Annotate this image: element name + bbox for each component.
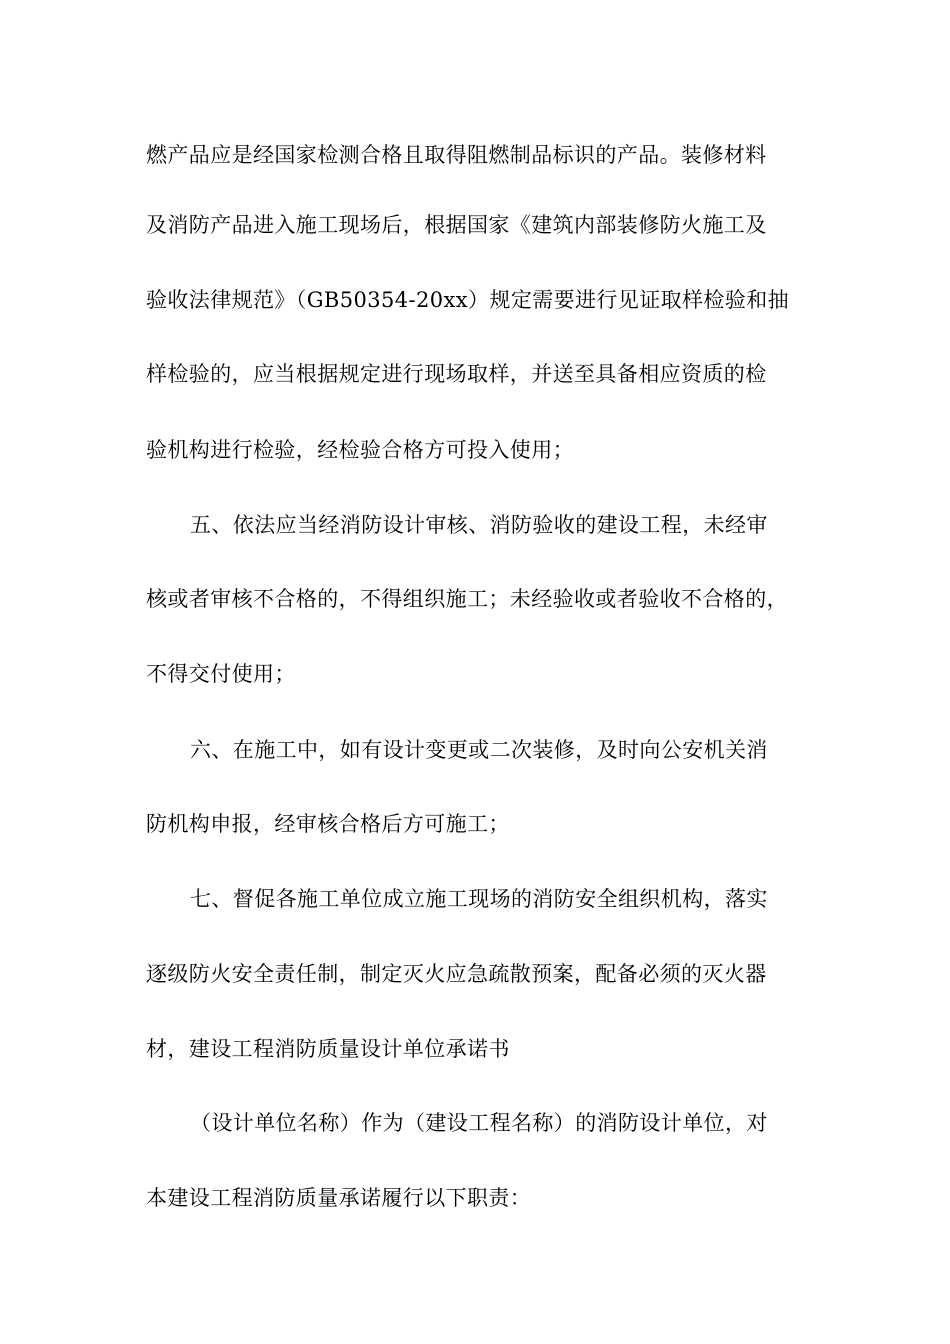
commitment-line-1: （设计单位名称）作为（建设工程名称）的消防设计单位，对 <box>190 1111 768 1135</box>
paragraph-line-2: 及消防产品进入施工现场后，根据国家《建筑内部装修防火施工及 <box>146 213 767 237</box>
paragraph-line-4: 样检验的，应当根据规定进行现场取样，并送至具备相应资质的检 <box>146 362 767 386</box>
section-five-line-2: 核或者审核不合格的，不得组织施工；未经验收或者验收不合格的， <box>146 587 788 611</box>
commitment-line-2: 本建设工程消防质量承诺履行以下职责： <box>146 1186 532 1210</box>
section-five-line-1: 五、依法应当经消防设计审核、消防验收的建设工程，未经审 <box>190 513 768 537</box>
section-six-line-2: 防机构申报，经审核合格后方可施工； <box>146 812 510 836</box>
section-seven-line-3: 材，建设工程消防质量设计单位承诺书 <box>146 1037 510 1061</box>
section-seven-line-1: 七、督促各施工单位成立施工现场的消防安全组织机构，落实 <box>190 887 768 911</box>
paragraph-line-3: 验收法律规范》（GB50354-20xx）规定需要进行见证取样检验和抽 <box>146 288 790 312</box>
section-seven-line-2: 逐级防火安全责任制，制定灭火应急疏散预案，配备必须的灭火器 <box>146 962 767 986</box>
section-six-line-1: 六、在施工中，如有设计变更或二次装修，及时向公安机关消 <box>190 738 768 762</box>
paragraph-line-5: 验机构进行检验，经检验合格方可投入使用； <box>146 438 574 462</box>
paragraph-line-1: 燃产品应是经国家检测合格且取得阻燃制品标识的产品。装修材料 <box>146 143 767 167</box>
section-five-line-3: 不得交付使用； <box>146 662 296 686</box>
